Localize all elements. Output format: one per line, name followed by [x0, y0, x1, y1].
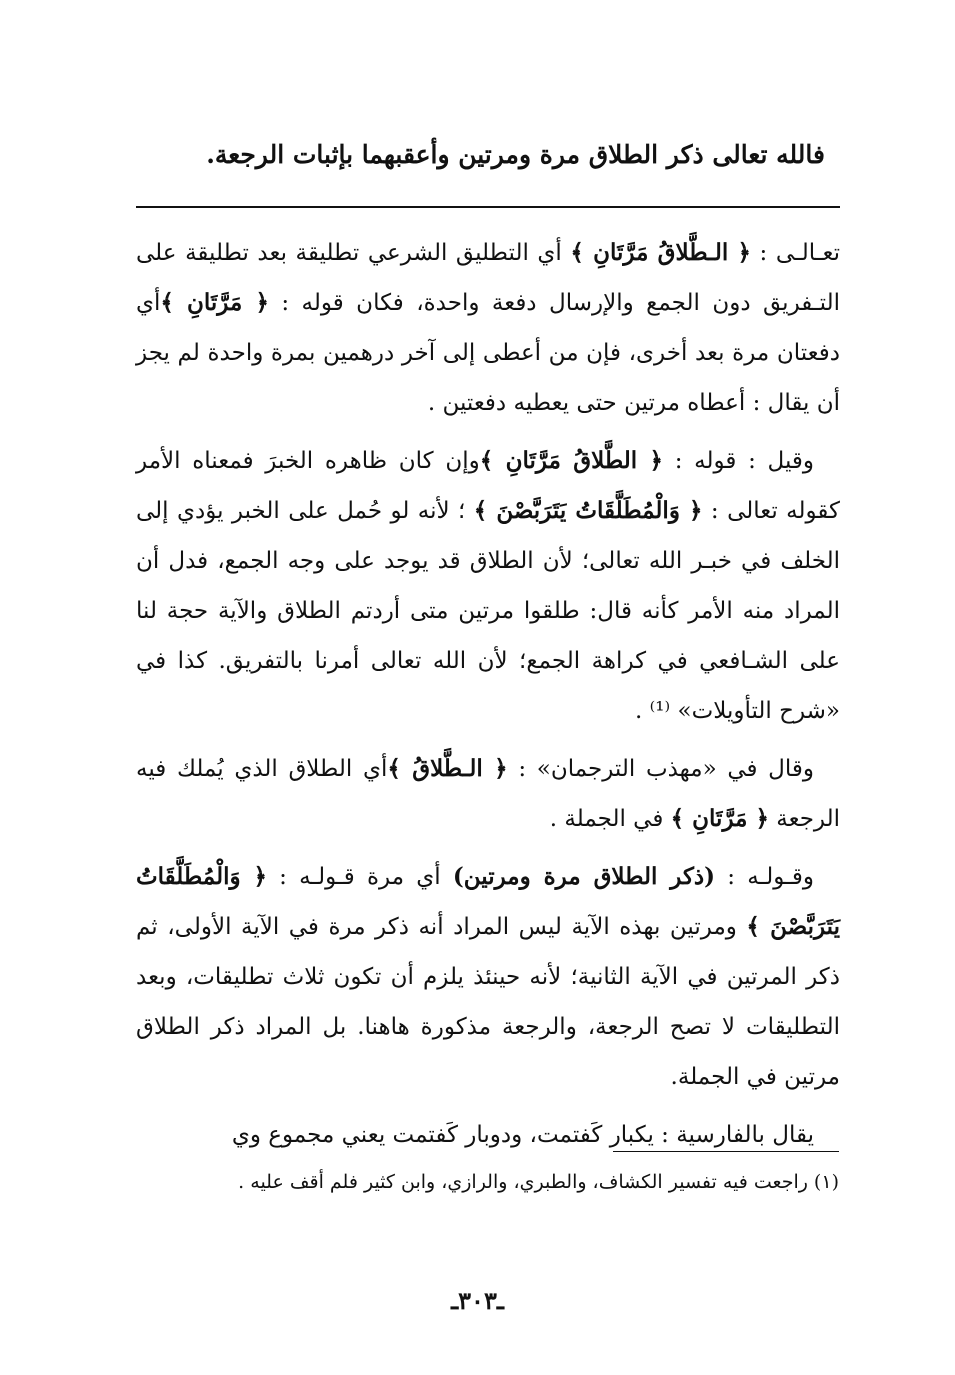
quran-quote: ﴿ وَالْمُطَلَّقَاتُ يَتَرَبَّصْنَ ﴾: [473, 497, 703, 524]
quran-quote: ﴿ مَرَّتَانِ ﴾: [670, 805, 769, 832]
quran-quote: ﴿ مَرَّتَانِ ﴾: [160, 289, 269, 316]
footnote-rule: [613, 1151, 839, 1152]
footnote: (١) راجعت فيه تفسير الكشاف، والطبري، والرازي، وابن كثير فلم أقف عليه .: [238, 1171, 839, 1193]
paragraph-2: وقيل : قوله : ﴿ الطَّلاقُ مَرَّتَانِ ﴾وإن كان ظاهره الخبرَ فمعناه الأمر كقوله تعالى : ﴿ وَالْمُطَلَّقَاتُ يَتَرَبَّصْنَ ﴾ ؛ لأنه لو حُمل على الخبر يؤدي إلى الخلف في خبـر الله تعالى؛ لأن الطلاق قد يوجد على وجه الجمع، فدل أن المراد منه الأمر كأنه قال: طلقوا مرتين متى أردتم الطلاق والآية حجة لنا على الشـافعي في كراهة الجمع؛ لأن الله تعالى أمرنا بالتفريق. كذا في «شرح التأويلات» ⁽¹⁾ .: [136, 447, 840, 724]
running-header: فالله تعالى ذكر الطلاق مرة ومرتين وأعقبهما بإثبات الرجعة.: [206, 140, 825, 169]
paragraph-1: تعـالـى : ﴿ الـطَّلاقُ مَرَّتَانِ ﴾ أي التطليق الشرعي تطليقة بعد تطليقة على التـفريق دون الجمع والإرسال دفعة واحدة، فكان قوله : ﴿ مَرَّتَانِ ﴾أي دفعتان مرة بعد أخرى، فإن من أعطى إلى آخر درهمين بمرة واحدة لم يجز أن يقال : أعطاه مرتين حتى يعطيه دفعتين .: [136, 239, 841, 416]
paragraph-5: يقال بالفارسية : يكبار كَفتمت، ودوبار كَفتمت يعني مجموع وي: [231, 1122, 814, 1148]
paragraph-3: وقال في «مهذب الترجمان» : ﴿ الـطَّلاقُ ﴾أي الطلاق الذي يُملك فيه الرجعة ﴿ مَرَّتَانِ ﴾ في الجملة .: [136, 755, 840, 832]
quran-quote: ﴿ وَالْمُطَلَّقَاتُ يَتَرَبَّصْنَ ﴾: [136, 863, 840, 940]
paragraph-4: وقـولـه : (ذكر الطلاق مرة ومرتين) أي مرة قـولـه : ﴿ وَالْمُطَلَّقَاتُ يَتَرَبَّصْنَ ﴾ ومرتين بهذه الآية ليس المراد أنه ذكر مرة في الآية الأولى، ثم ذكر المرتين في الآية الثانية؛ لأنه حينئذ يلزم أن تكون ثلاث تطليقات، وبعد التطليقات لا تصح الرجعة، والرجعة مذكورة هاهنا. بل المراد ذكر الطلاق مرتين في الجملة.: [136, 863, 840, 1090]
quran-quote: ﴿ الـطَّلاقُ مَرَّتَانِ ﴾: [570, 239, 751, 266]
footnote-ref: ⁽¹⁾ .: [635, 698, 678, 724]
page-number: ـ٣٠٣ـ: [451, 1286, 504, 1315]
quran-quote: ﴿ الـطَّلاقُ ﴾: [387, 755, 508, 782]
matn-quote: (ذكر الطلاق مرة ومرتين): [452, 863, 716, 890]
quran-quote: ﴿ الطَّلاقُ مَرَّتَانِ ﴾: [479, 447, 664, 474]
header-rule: [136, 206, 840, 208]
main-text: [136, 228, 840, 1168]
